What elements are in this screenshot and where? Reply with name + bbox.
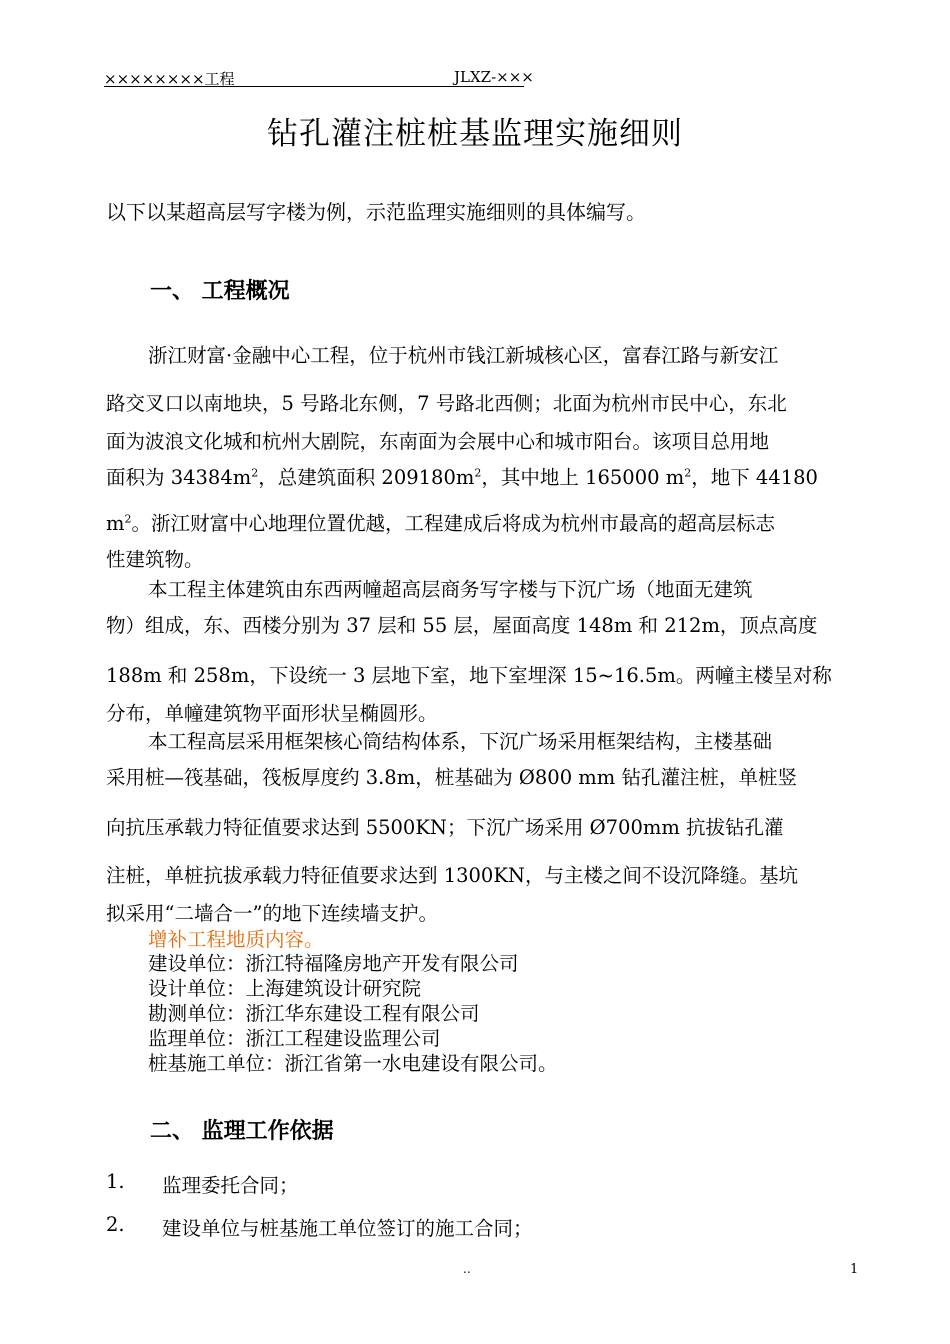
overview-text: 。浙江财富中心地理位置优越，工程建成后将成为杭州市最高的超高层标志 xyxy=(131,512,776,535)
overview-line: 性建筑物。 xyxy=(106,548,204,571)
foundation-line: 拟采用“二墙合一”的地下连续墙支护。 xyxy=(106,902,438,925)
foundation-line: 采用桩—筏基础，筏板厚度约 3.8m，桩基础为 Ø800 mm 钻孔灌注桩，单桩竖 xyxy=(106,766,797,789)
overview-line: 面为波浪文化城和杭州大剧院，东南面为会展中心和城市阳台。该项目总用地 xyxy=(106,430,770,453)
unit-contractor: 桩基施工单位：浙江省第一水电建设有限公司。 xyxy=(148,1052,558,1075)
unit-superscript: 2 xyxy=(474,466,482,480)
foundation-line: 本工程高层采用框架核心筒结构体系，下沉广场采用框架结构，主楼基础 xyxy=(148,730,773,753)
area-site: 面积为 34384m xyxy=(106,466,252,489)
structure-line: 188m 和 258m，下设统一 3 层地下室，地下室埋深 15~16.5m。两幢主楼呈对称 xyxy=(106,664,832,687)
overview-line xyxy=(106,508,775,536)
unit-m: m xyxy=(106,512,125,535)
overview-line: 路交叉口以南地块，5 号路北东侧，7 号路北西侧；北面为杭州市民中心，东北 xyxy=(106,392,787,415)
area-above: ，其中地上 165000 m xyxy=(481,466,685,489)
unit-superscript: 2 xyxy=(684,466,692,480)
page-number: 1 xyxy=(850,1262,859,1277)
foundation-line: 注桩，单桩抗拔承载力特征值要求达到 1300KN，与主楼之间不设沉降缝。基坑 xyxy=(106,864,798,887)
document-title: 钻孔灌注桩桩基监理实施细则 xyxy=(267,116,683,152)
structure-line: 物）组成，东、西楼分别为 37 层和 55 层，屋面高度 148m 和 212m，顶点高度 xyxy=(106,614,818,637)
list-item: 监理委托合同； xyxy=(162,1174,299,1197)
section-1-heading: 一、 工程概况 xyxy=(150,279,290,304)
header-project: ××××××××工程 xyxy=(104,70,235,88)
list-item-number: 1. xyxy=(106,1170,125,1193)
unit-superscript: 2 xyxy=(124,512,132,526)
list-item-number: 2. xyxy=(106,1213,125,1236)
unit-superscript: 2 xyxy=(251,466,259,480)
unit-client: 建设单位：浙江特福隆房地产开发有限公司 xyxy=(148,952,519,975)
header-code: JLXZ-××× xyxy=(454,68,534,86)
unit-supervisor: 监理单位：浙江工程建设监理公司 xyxy=(148,1027,441,1050)
header-rule xyxy=(104,86,524,87)
unit-designer: 设计单位：上海建筑设计研究院 xyxy=(148,977,422,1000)
area-below: ，地下 44180 xyxy=(691,466,818,489)
section-2-heading: 二、 监理工作依据 xyxy=(150,1119,334,1144)
overview-area-line xyxy=(106,462,818,490)
list-item: 建设单位与桩基施工单位签订的施工合同； xyxy=(162,1217,533,1240)
foundation-line: 向抗压承载力特征值要求达到 5500KN；下沉广场采用 Ø700mm 抗拔钻孔灌 xyxy=(106,816,784,839)
note-add-geology: 增补工程地质内容。 xyxy=(148,928,324,951)
intro-paragraph: 以下以某超高层写字楼为例，示范监理实施细则的具体编写。 xyxy=(106,200,646,224)
unit-surveyor: 勘测单位：浙江华东建设工程有限公司 xyxy=(148,1002,480,1025)
footer-dots: .. xyxy=(463,1262,471,1276)
overview-line: 浙江财富·金融中心工程，位于杭州市钱江新城核心区，富春江路与新安江 xyxy=(148,344,779,367)
structure-line: 本工程主体建筑由东西两幢超高层商务写字楼与下沉广场（地面无建筑 xyxy=(148,578,753,601)
area-total: ，总建筑面积 209180m xyxy=(258,466,475,489)
structure-line: 分布，单幢建筑物平面形状呈椭圆形。 xyxy=(106,702,438,725)
